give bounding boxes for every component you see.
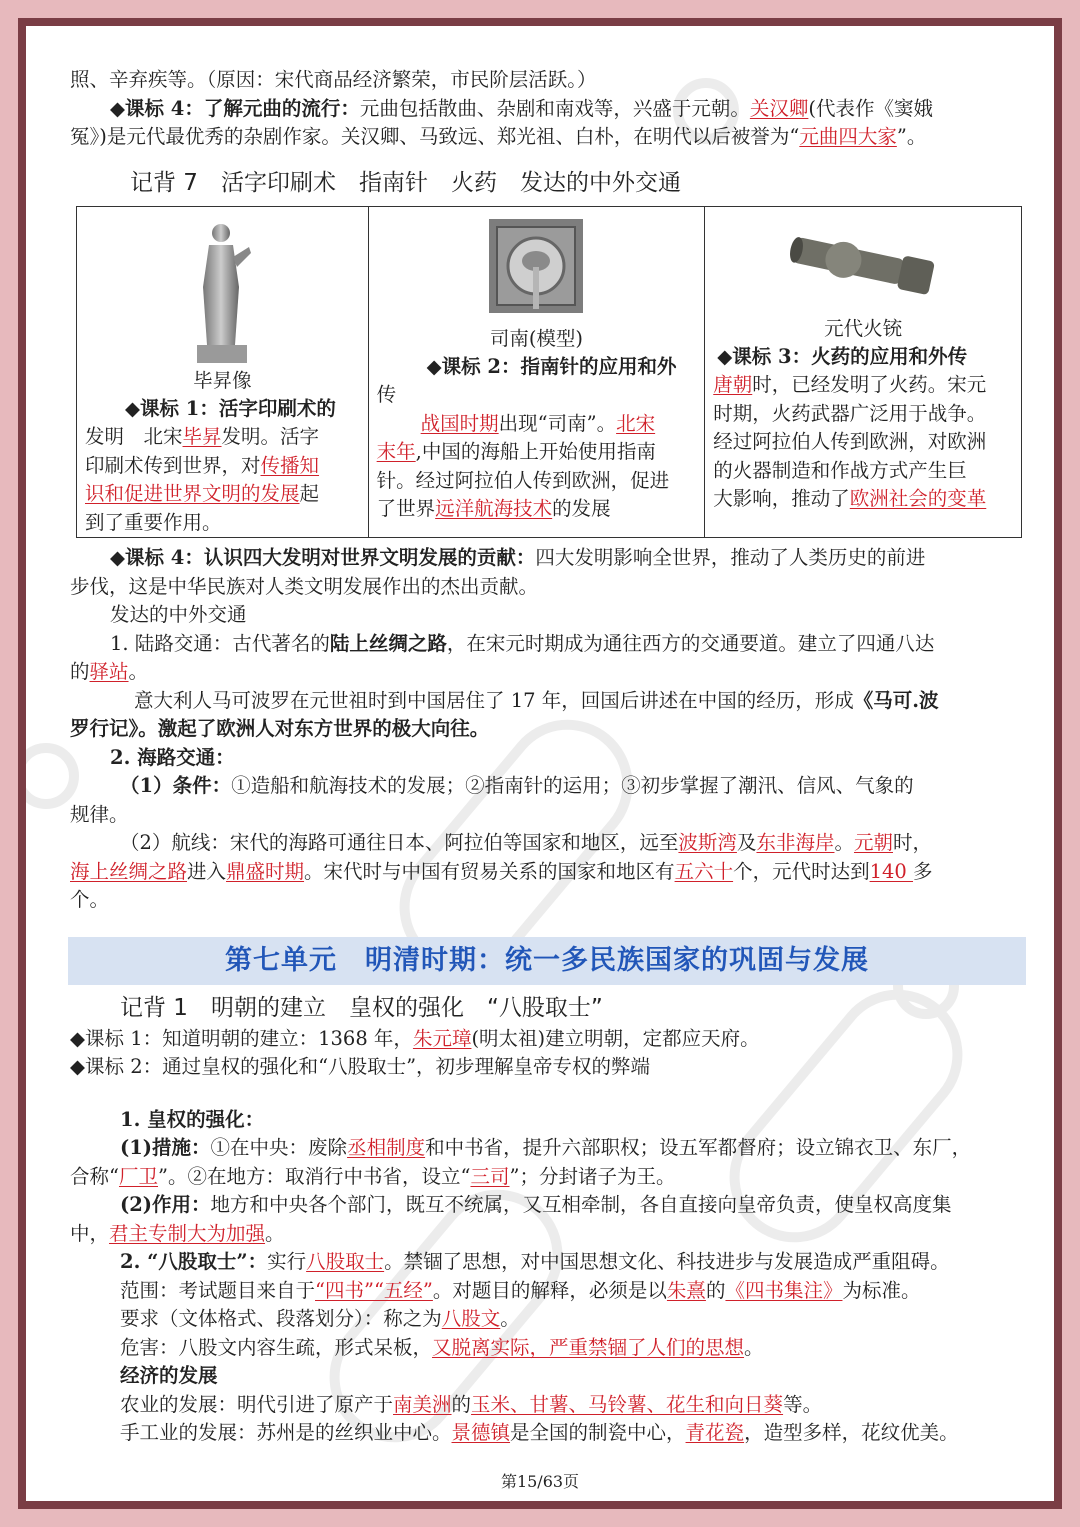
text-line: 2. “八股取士”：实行八股取士。禁锢了思想，对中国思想文化、科技进步与发展造成严重阻碍。: [120, 1250, 950, 1273]
page-number: 第15/63页: [500, 1472, 580, 1491]
compass-image: [377, 207, 697, 325]
text-line: ◆课标 4：了解元曲的流行：元曲包括散曲、杂剧和南戏等，兴盛于元朝。关汉卿(代表作《窦娥: [110, 96, 933, 120]
text-line: 合称“厂卫”。②在地方：取消行中书省，设立“三司”；分封诸子为王。: [70, 1164, 676, 1188]
inventions-table: [76, 206, 1022, 539]
table-cell-compass: [368, 206, 705, 538]
text-line: 中，君主专制大为加强。: [70, 1221, 285, 1245]
text-line: (1)措施：①在中央：废除丞相制度和中书省，提升六部职权；设五军都督府；设立锦衣卫、东厂，: [120, 1136, 972, 1159]
text-line: 要求（文体格式、段落划分）：称之为八股文。: [120, 1307, 520, 1330]
text-line: 农业的发展：明代引进了原产于南美洲的玉米、甘薯、马铃薯、花生和向日葵等。: [120, 1392, 823, 1416]
cell-text: ◆课标 1：活字印刷术的 发明 北宋毕昇发明。活字 印刷术传到世界，对传播知 识和促进世界文明的发展起 到了重要作用。: [85, 396, 336, 534]
table-cell-gunpowder: [705, 206, 1022, 538]
text-line: 的驿站。: [70, 660, 149, 683]
document-page: [26, 26, 1054, 1501]
text-line: 范围：考试题目来自于“四书”“五经”。对题目的解释，必须是以朱熹的《四书集注》为标准。: [120, 1278, 921, 1302]
image-caption: 毕昇像: [193, 368, 252, 392]
text-line: ◆课标 4：认识四大发明对世界文明发展的贡献：四大发明影响全世界，推动了人类历史的前进: [110, 546, 926, 569]
subheading: 经济的发展: [120, 1364, 218, 1387]
text-line: 海上丝绸之路进入鼎盛时期。宋代时与中国有贸易关系的国家和地区有五六十个，元代时达到140 多: [70, 859, 933, 883]
text-line: 个。: [70, 888, 110, 911]
text-line: （2）航线：宋代的海路可通往日本、阿拉伯等国家和地区，远至波斯湾及东非海岸。元朝时，: [120, 831, 933, 854]
text-line: ◆课标 1：知道明朝的建立：1368 年，朱元璋(明太祖)建立明朝，定都应天府。: [70, 1026, 760, 1050]
text-line: 步伐，这是中华民族对人类文明发展作出的杰出贡献。: [70, 574, 539, 598]
subheading: 发达的中外交通: [110, 603, 247, 626]
text-line: （1）条件：①造船和航海技术的发展；②指南针的运用；③初步掌握了潮汛、信风、气象的: [120, 774, 914, 797]
statue-image: [85, 207, 360, 367]
firearm-image: [713, 207, 1013, 315]
table-cell-movable-type: [77, 206, 369, 538]
text-line: 意大利人马可波罗在元世祖时到中国居住了 17 年，回国后讲述在中国的经历，形成《马可.波: [134, 688, 939, 712]
text-line: 规律。: [70, 802, 129, 826]
text-line: 手工业的发展：苏州是的丝织业中心。景德镇是全国的制瓷中心，青花瓷，造型多样，花纹优美。: [120, 1421, 959, 1444]
cell-text: ◆课标 2：指南针的应用和外 传 战国时期出现“司南”。北宋 末年,中国的海船上开始使用指南 针。经过阿拉伯人传到欧洲，促进 了世界远洋航海技术的发展: [376, 354, 677, 520]
cell-text: ◆课标 3：火药的应用和外传 唐朝时，已经发明了火药。宋元 时期，火药武器广泛用于战争。 经过阿拉伯人传到欧洲，对欧洲 的火器制造和作战方式产生巨 大影响，推动了欧洲社会的变革: [713, 344, 987, 510]
text-line: 1. 陆路交通：古代著名的陆上丝绸之路，在宋元时期成为通往西方的交通要道。建立了四通八达: [110, 631, 935, 655]
text-line: 罗行记》。激起了欧洲人对东方世界的极大向往。: [70, 717, 490, 740]
text-line: (2)作用：地方和中央各个部门，既互不统属，又互相牵制，各自直接向皇帝负责，使皇权高度集: [120, 1193, 952, 1216]
page-frame: [18, 18, 1062, 1509]
text-line: 危害：八股文内容生疏，形式呆板，又脱离实际，严重禁锢了人们的思想。: [120, 1335, 764, 1359]
unit-banner: 第七单元 明清时期：统一多民族国家的巩固与发展: [68, 937, 1026, 985]
image-caption: 司南(模型): [489, 326, 584, 350]
subheading: 2. 海路交通：: [110, 745, 235, 769]
image-caption: 元代火铳: [824, 316, 903, 340]
text-line: ◆课标 2：通过皇权的强化和“八股取士”，初步理解皇帝专权的弊端: [70, 1055, 651, 1078]
subheading: 1. 皇权的强化：: [120, 1107, 265, 1131]
text-line: 冤》)是元代最优秀的杂剧作家。关汉卿、马致远、郑光祖、白朴，在明代以后被誉为“元曲四大家”。: [70, 125, 927, 148]
section-title: 记背 1 明朝的建立 皇权的强化 “八股取士”: [120, 994, 603, 1021]
section-title: 记背 7 活字印刷术 指南针 火药 发达的中外交通: [130, 169, 681, 196]
text-line: 照、辛弃疾等。（原因：宋代商品经济繁荣，市民阶层活跃。）: [70, 68, 597, 91]
